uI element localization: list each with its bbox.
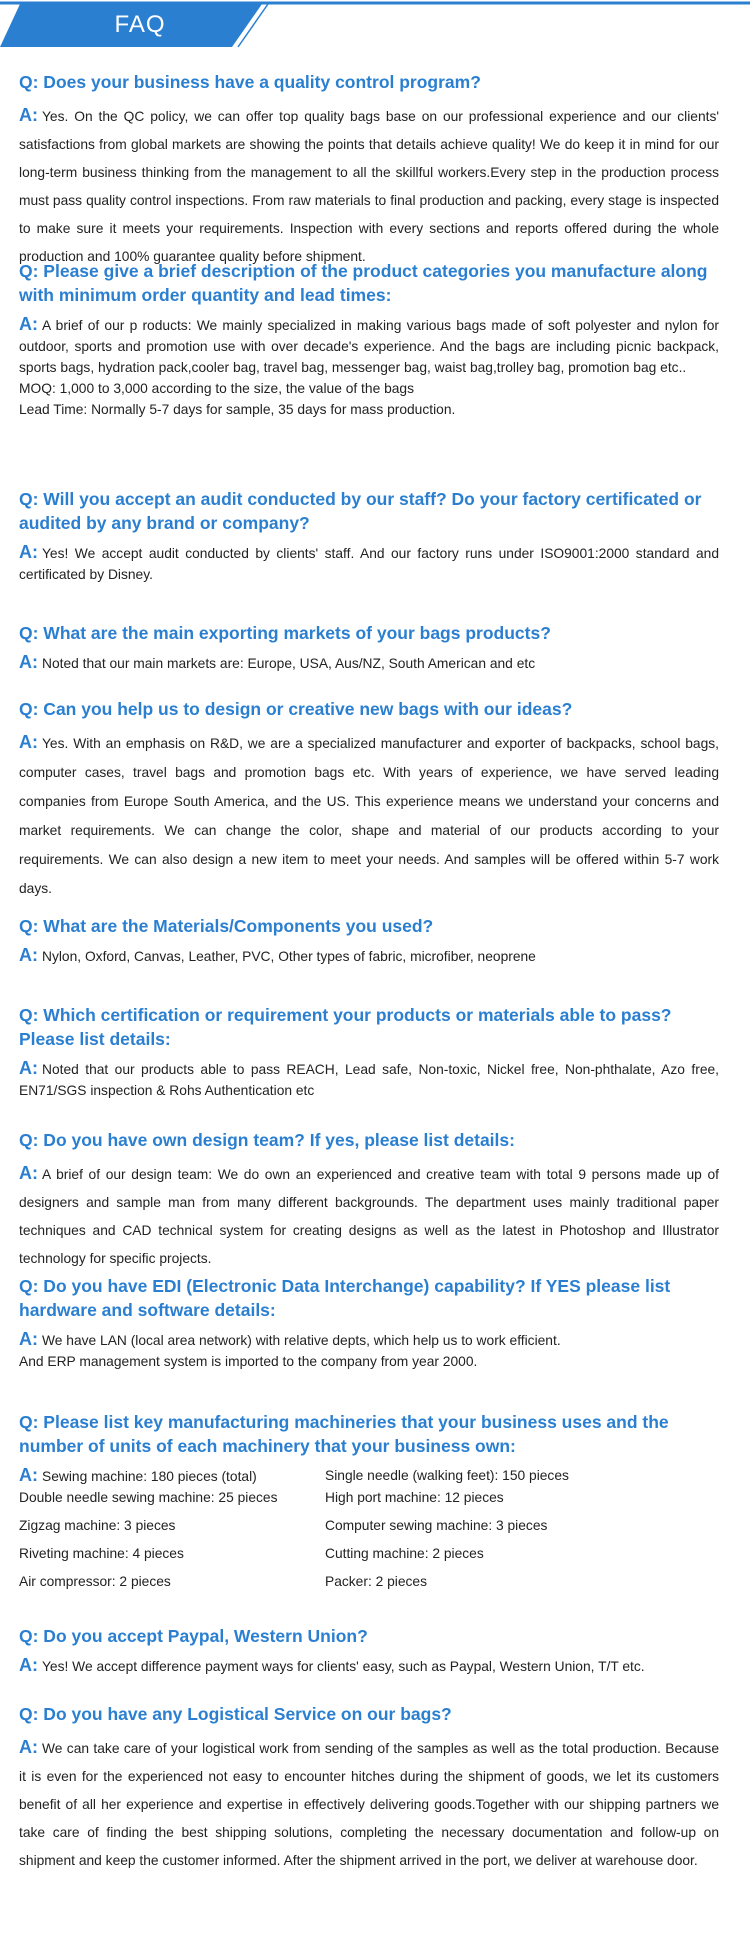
faq-header [0, 0, 750, 52]
faq-item-edi [19, 1274, 719, 1410]
faq-question: Q: Which certification or requirement your products or materials able to pass? Please list details: [19, 1005, 672, 1049]
faq-item-certification [19, 1003, 719, 1128]
machine-row [19, 1487, 719, 1508]
faq-question: Q: Do you have any Logistical Service on our bags? [19, 1704, 452, 1724]
machine-row [19, 1543, 719, 1564]
faq-answer [19, 1329, 719, 1351]
faq-answer [19, 542, 719, 585]
answer-marker: A: [19, 1737, 38, 1757]
answer-marker: A: [19, 105, 38, 125]
answer-marker: A: [19, 1655, 38, 1675]
faq-item-payment [19, 1624, 719, 1702]
lead-time-line: Lead Time: Normally 5-7 days for sample, 35 days for mass production. [19, 402, 456, 417]
faq-question: Q: Do you have EDI (Electronic Data Interchange) capability? If YES please list hardware and software details: [19, 1276, 671, 1320]
machine-item: Computer sewing machine: 3 pieces [325, 1518, 548, 1533]
machine-item: Double needle sewing machine: 25 pieces [19, 1490, 278, 1505]
machine-row [19, 1571, 719, 1592]
answer-text: A brief of our design team: We do own an experienced and creative team with total 9 persons made up of designers and sample man from many different backgrounds. The department uses mainly traditional paper techniques and CAD technical system for creating designs as well as the latest in Photoshop and Illustrator technology for specific projects. [19, 1167, 719, 1266]
machine-item: High port machine: 12 pieces [325, 1490, 504, 1505]
faq-answer [19, 1655, 719, 1677]
machine-item: Sewing machine: 180 pieces (total) [42, 1469, 257, 1484]
faq-item-product-categories [19, 259, 719, 487]
answer-marker: A: [19, 1163, 38, 1183]
erp-line: And ERP management system is imported to the company from year 2000. [19, 1354, 478, 1369]
answer-text: Noted that our products able to pass REACH, Lead safe, Non-toxic, Nickel free, Non-phthalate, Azo free, EN71/SGS inspection & Rohs Authentication etc [19, 1062, 719, 1098]
answer-text: We can take care of your logistical work from sending of the samples as well as the total production. Because it is even for the experienced not easy to encounter hitches during the shipment of goods, we let its customers benefit of all her experience and expertise in effectively delivering goods.Together with our shipping partners we take care of finding the best shipping solutions, completing the necessary documentation and follow-up on shipment and keep the customer informed. After the shipment arrived in the port, we deliver at warehouse door. [19, 1741, 719, 1868]
faq-question: Q: Can you help us to design or creative new bags with our ideas? [19, 699, 573, 719]
answer-marker: A: [19, 314, 38, 334]
answer-text: Nylon, Oxford, Canvas, Leather, PVC, Other types of fabric, microfiber, neoprene [42, 949, 536, 964]
machine-item: Packer: 2 pieces [325, 1574, 427, 1589]
faq-item-design-help [19, 697, 719, 914]
answer-text: Yes. With an emphasis on R&D, we are a specialized manufacturer and exporter of backpacks, school bags, computer cases, travel bags and promotion bags etc. With years of experience, we have served leading companies from Europe South America, and the US. This experience means we understand your concerns and market requirements. We can change the color, shape and material of our products according to your requirements. We can also design a new item to meet your needs. And samples will be offered within 5-7 work days. [19, 736, 719, 896]
answer-marker: A: [19, 1058, 38, 1078]
faq-question: Q: What are the Materials/Components you used? [19, 916, 434, 936]
answer-marker: A: [19, 542, 38, 562]
faq-item-materials [19, 914, 719, 1003]
faq-item-audit [19, 487, 719, 621]
answer-marker: A: [19, 1465, 38, 1485]
answer-text: We have LAN (local area network) with relative depts, which help us to work efficient. [42, 1333, 561, 1348]
faq-answer [19, 652, 719, 674]
faq-item-logistics [19, 1702, 719, 1875]
faq-question: Q: Do you have own design team? If yes, please list details: [19, 1130, 515, 1150]
machine-item: Cutting machine: 2 pieces [325, 1546, 484, 1561]
machine-row [19, 1465, 719, 1487]
faq-answer [19, 728, 719, 903]
machine-row [19, 1515, 719, 1536]
page-title: FAQ [114, 11, 166, 38]
machine-item: Riveting machine: 4 pieces [19, 1546, 184, 1561]
answer-text: Noted that our main markets are: Europe, USA, Aus/NZ, South American and etc [42, 656, 536, 671]
faq-question: Q: Please give a brief description of the product categories you manufacture along with minimum order quantity and lead times: [19, 261, 708, 305]
answer-marker: A: [19, 732, 38, 752]
faq-question: Q: Does your business have a quality control program? [19, 72, 481, 92]
answer-text: A brief of our p roducts: We mainly specialized in making various bags made of soft polyester and nylon for outdoor, sports and promotion use with over decade's experience. And the bags are including picnic backpack, sports bags, hydration pack,cooler bag, travel bag, messenger bag, waist bag,trolley bag, promotion bag etc.. [19, 318, 719, 375]
faq-question: Q: What are the main exporting markets of your bags products? [19, 623, 551, 643]
faq-question: Q: Please list key manufacturing machineries that your business uses and the number of units of each machinery that your business own: [19, 1412, 669, 1456]
answer-text: Yes. On the QC policy, we can offer top quality bags base on our professional experience and our clients' satisfactions from global markets are showing the points that details achieve quality! We do keep it in mind for our long-term business thinking from the management to all the skillful workers.Every step in the production process must pass quality control inspections. From raw materials to final production and packing, every stage is inspected to make sure it meets your requirements. Inspection with every sections and reports offered during the whole production and 100% guarantee quality before shipment. [19, 109, 719, 264]
answer-marker: A: [19, 945, 38, 965]
faq-question: Q: Do you accept Paypal, Western Union? [19, 1626, 368, 1646]
answer-marker: A: [19, 652, 38, 672]
moq-line: MOQ: 1,000 to 3,000 according to the size, the value of the bags [19, 381, 414, 396]
faq-answer [19, 1733, 719, 1875]
machine-item: Single needle (walking feet): 150 pieces [325, 1468, 569, 1483]
faq-item-machinery [19, 1410, 719, 1624]
faq-answer [19, 1159, 719, 1273]
faq-item-markets [19, 621, 719, 697]
faq-list [19, 70, 719, 1875]
faq-answer [19, 945, 719, 967]
machine-item: Zigzag machine: 3 pieces [19, 1518, 176, 1533]
faq-question: Q: Will you accept an audit conducted by our staff? Do your factory certificated or audited by any brand or company? [19, 489, 702, 533]
faq-answer [19, 314, 719, 378]
answer-text: Yes! We accept difference payment ways for clients' easy, such as Paypal, Western Union, T/T etc. [42, 1659, 645, 1674]
faq-item-quality-control [19, 70, 719, 264]
faq-answer [19, 101, 719, 271]
faq-answer [19, 1058, 719, 1101]
machine-item: Air compressor: 2 pieces [19, 1574, 171, 1589]
answer-marker: A: [19, 1329, 38, 1349]
faq-item-design-team [19, 1128, 719, 1274]
answer-text: Yes! We accept audit conducted by clients' staff. And our factory runs under ISO9001:2000 standard and certificated by Disney. [19, 546, 719, 582]
